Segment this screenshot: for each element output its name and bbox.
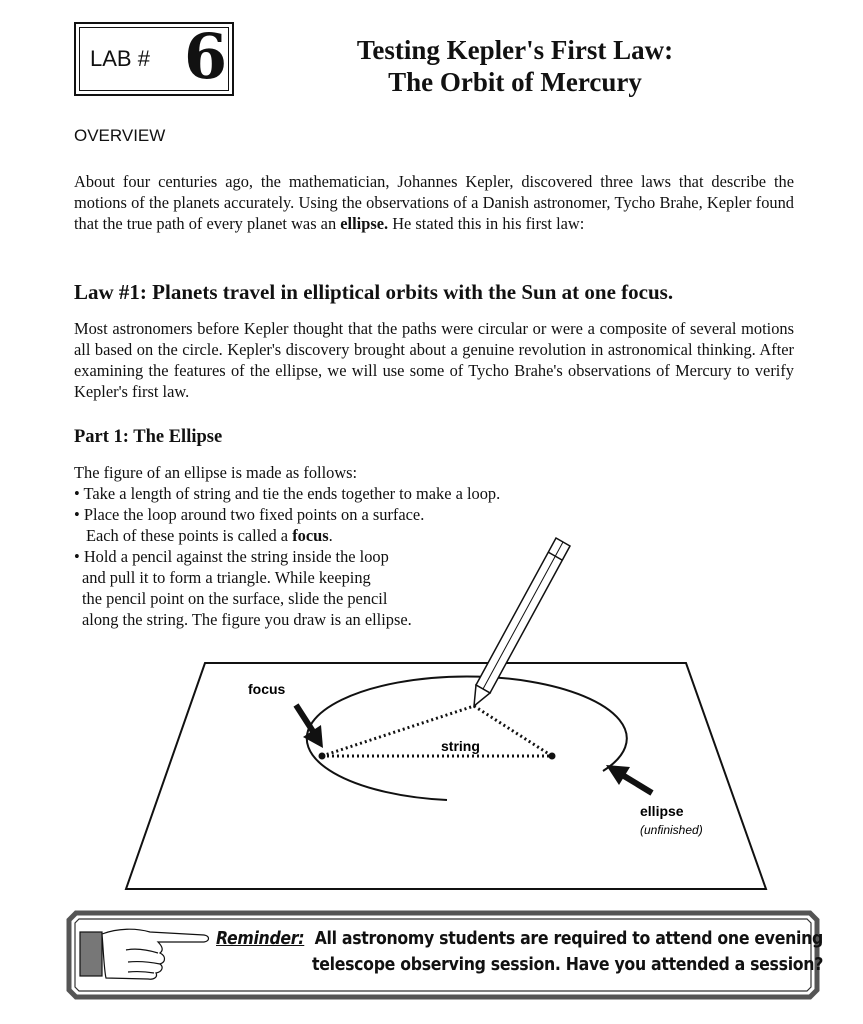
part1-step3-line3: the pencil point on the surface, slide the pencil [82,589,388,608]
step2-text: Each of these points is called a [86,526,289,545]
lab-number: 6 [184,20,228,93]
part1-step3-line1: • Hold a pencil against the string inside the loop [74,547,389,566]
step2-period: . [328,526,333,545]
paper-sheet [126,663,766,889]
reminder-text [216,926,823,978]
focus-arrow-icon [296,705,323,748]
focus-label: focus [248,681,286,697]
part1-intro: The figure of an ellipse is made as follows: [74,463,358,482]
page-title-line1: Testing Kepler's First Law: [356,35,674,65]
page-title-line2: The Orbit of Mercury [388,67,642,97]
part1-heading: Part 1: The Ellipse [74,427,223,447]
overview-text-bold: ellipse. [340,214,389,233]
part1-step2-line1: • Place the loop around two fixed points on a surface. [74,505,425,524]
reminder-line1 [216,926,823,952]
string-loop [322,706,552,756]
focus-term: focus [292,526,329,545]
overview-text-end: He stated this in his first law: [392,214,585,233]
part1-step3-line4: along the string. The figure you draw is an ellipse. [82,610,412,629]
focus-point-2 [549,753,556,760]
string-label: string [441,738,480,754]
ellipse-label: ellipse [640,803,684,819]
overview-text-start: About four centuries ago, the mathematician, Johannes Kepler, discovered three laws that describe the motions of the planets accurately. Using the observations of a Danish astronomer, Tycho Brahe, Kepler found that the true path of every planet was an [74,172,794,233]
lab-label: LAB # [90,46,150,71]
law-paragraph: Most astronomers before Kepler thought that the paths were circular or were a composite of several motions all based on the circle. Kepler's discovery brought about a genuine revolution in astronomical thinking. After examining the features of the ellipse, we will use some of Tycho Brahe's observations of Mercury to verify Kepler's first law. [74,319,794,401]
ellipse-arrow-icon [606,765,652,793]
reminder-line2: telescope observing session. Have you attended a session? [312,955,824,975]
focus-point-1 [319,753,326,760]
overview-heading: OVERVIEW [74,126,166,145]
reminder-lead: Reminder: [216,929,305,949]
part1-step3-line2: and pull it to form a triangle. While keeping [82,568,371,587]
ellipse-sublabel: (unfinished) [640,823,703,837]
law-heading: Law #1: Planets travel in elliptical orbits with the Sun at one focus. [74,280,674,304]
reminder-line1-text: All astronomy students are required to attend one evening [314,929,824,949]
part1-step1: • Take a length of string and tie the ends together to make a loop. [74,484,501,503]
